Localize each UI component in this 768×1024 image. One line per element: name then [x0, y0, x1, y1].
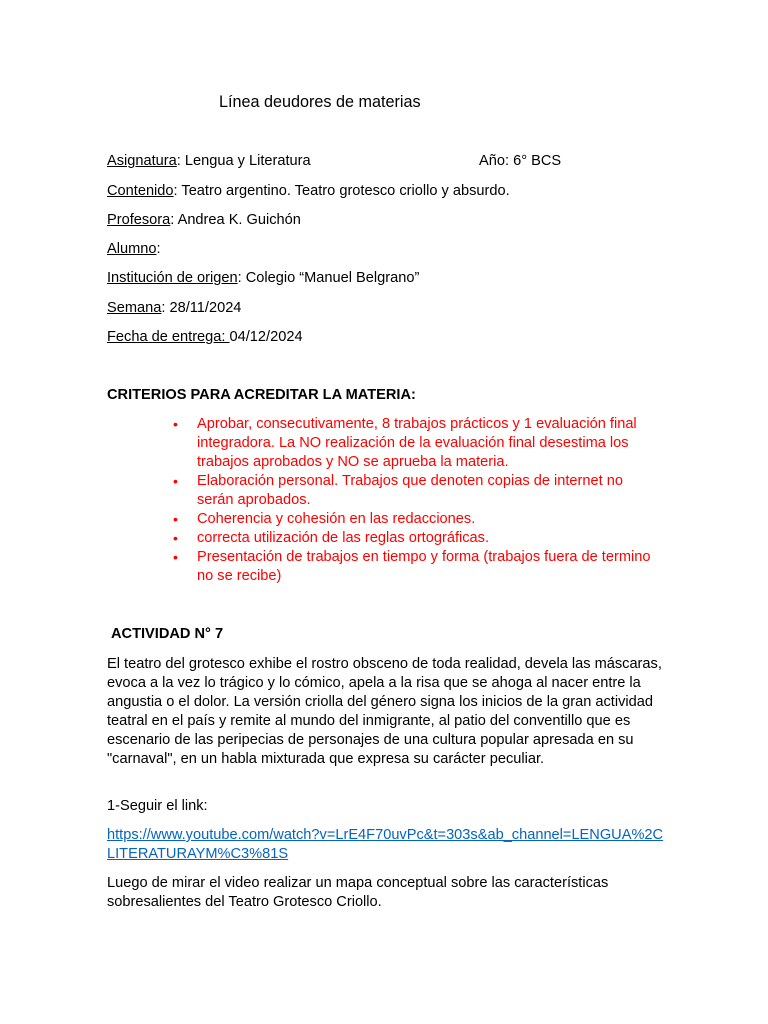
semana-line — [107, 299, 241, 317]
semana-label: Semana — [107, 300, 162, 316]
bullet-icon: • — [173, 416, 178, 432]
criteria-item — [173, 548, 663, 586]
contenido-line — [107, 182, 510, 200]
contenido-value: : Teatro argentino. Teatro grotesco criollo y absurdo. — [173, 183, 510, 199]
bullet-icon: • — [173, 511, 178, 527]
fecha-entrega-line — [107, 328, 303, 346]
asignatura-value: : Lengua y Literatura — [176, 153, 311, 169]
institucion-line — [107, 269, 419, 287]
contenido-label: Contenido — [107, 183, 174, 199]
profesora-line — [107, 211, 301, 229]
criteria-item-text: Presentación de trabajos en tiempo y forma (trabajos fuera de termino no se recibe) — [197, 549, 651, 584]
bullet-icon: • — [173, 473, 178, 489]
alumno-label: Alumno — [107, 241, 157, 257]
institucion-label: Institución de origen — [107, 270, 238, 286]
criteria-item — [173, 510, 663, 529]
document-title: Línea deudores de materias — [219, 93, 421, 111]
criteria-item-text: Aprobar, consecutivamente, 8 trabajos prácticos y 1 evaluación final integradora. La NO realización de la evaluación final desestima los trabajos aprobados y NO se aprueba la materia. — [197, 416, 637, 470]
criteria-item — [173, 529, 663, 548]
fecha-entrega-value: 04/12/2024 — [229, 329, 303, 345]
asignatura-line — [107, 152, 311, 170]
alumno-value: : — [156, 241, 161, 257]
alumno-line — [107, 240, 161, 258]
criteria-item — [173, 472, 663, 510]
criteria-item-text: correcta utilización de las reglas ortográficas. — [197, 530, 490, 546]
activity-heading: ACTIVIDAD N° 7 — [111, 626, 224, 642]
profesora-label: Profesora — [107, 212, 171, 228]
closing-paragraph: Luego de mirar el video realizar un mapa conceptual sobre las características sobresalientes del Teatro Grotesco Criollo. — [107, 875, 609, 910]
intro-paragraph: El teatro del grotesco exhibe el rostro obsceno de toda realidad, devela las máscaras, evoca a la vez lo trágico y lo cómico, apela a la risa que se ahoga al nacer entre la angustia o el dolor. La versión criolla del género signa los inicios de la gran actividad teatral en el país y remite al mundo del inmigrante, al patio del conventillo que es escenario de las peripecias de personajes de una cultura popular apresada en su "carnaval", en un habla mixturada que expresa su carácter peculiar. — [107, 656, 662, 767]
year-field: Año: 6° BCS — [479, 153, 562, 169]
criteria-list — [173, 415, 663, 586]
video-link[interactable]: https://www.youtube.com/watch?v=LrE4F70uvPc&t=303s&ab_channel=LENGUA%2CLITERATURAYM%C3%81S — [107, 827, 664, 862]
semana-value: : 28/11/2024 — [161, 300, 242, 316]
fecha-entrega-label: Fecha de entrega: — [107, 329, 230, 345]
criteria-heading: CRITERIOS PARA ACREDITAR LA MATERIA: — [107, 387, 416, 403]
criteria-item-text: Coherencia y cohesión en las redacciones. — [197, 511, 476, 527]
asignatura-label: Asignatura — [107, 153, 177, 169]
institucion-value: : Colegio “Manuel Belgrano” — [237, 270, 420, 286]
bullet-icon: • — [173, 549, 178, 565]
bullet-icon: • — [173, 530, 178, 546]
step-1-text: 1-Seguir el link: — [107, 798, 208, 814]
profesora-value: : Andrea K. Guichón — [170, 212, 301, 228]
criteria-item-text: Elaboración personal. Trabajos que denoten copias de internet no serán aprobados. — [197, 473, 623, 508]
criteria-item — [173, 415, 663, 472]
